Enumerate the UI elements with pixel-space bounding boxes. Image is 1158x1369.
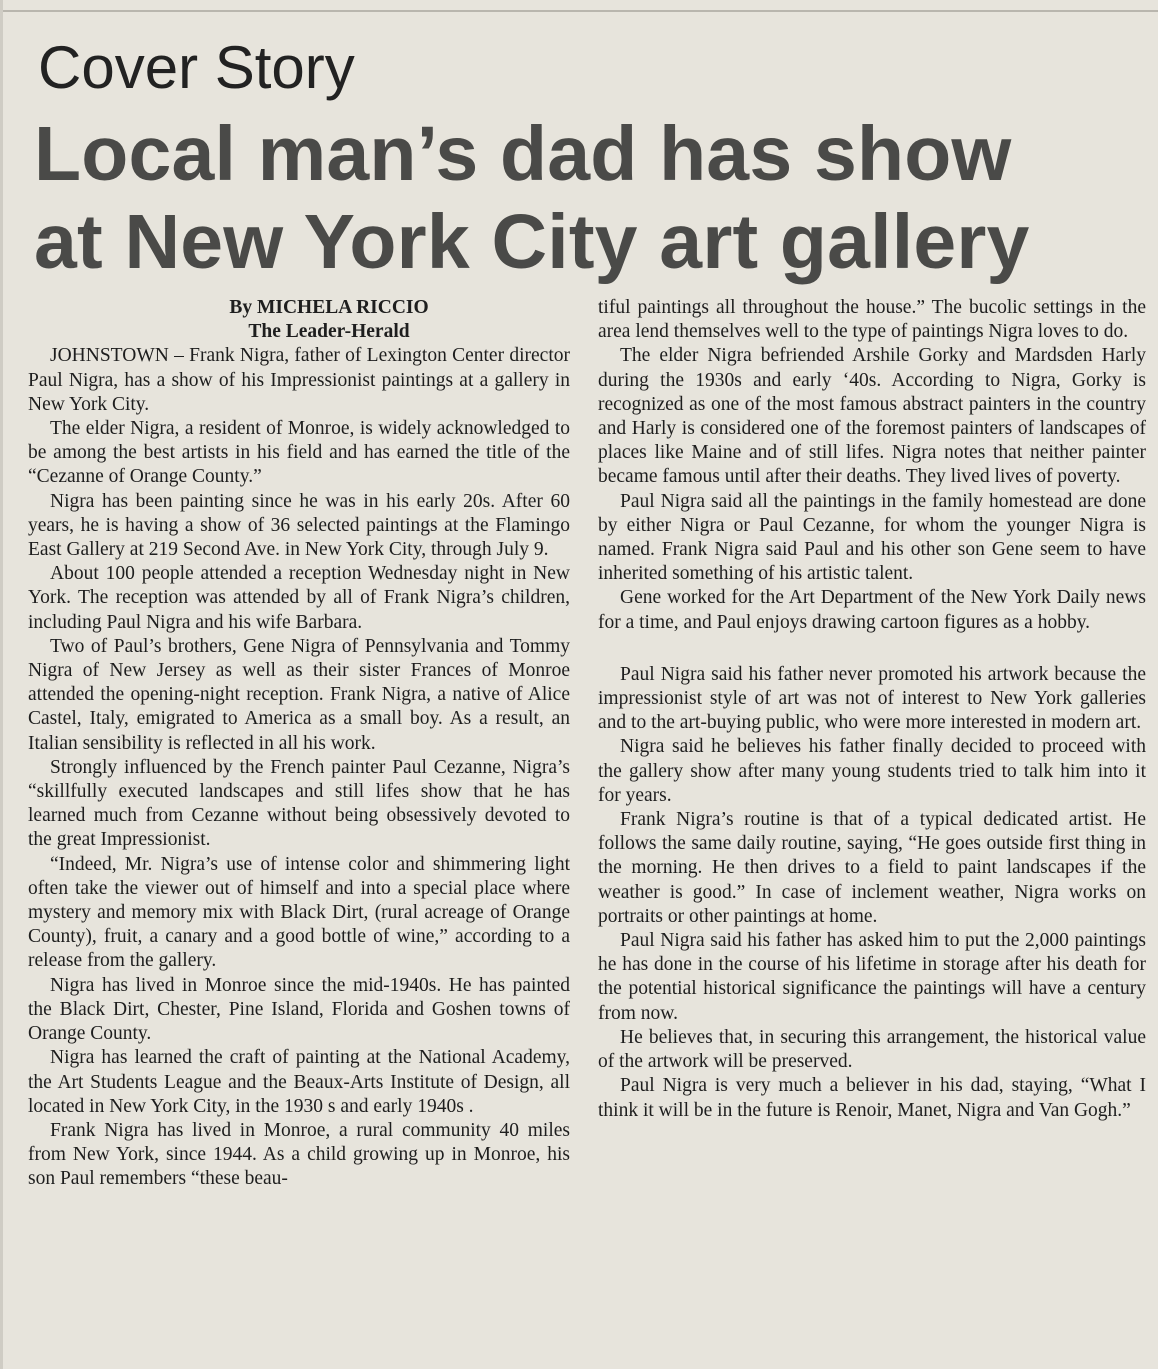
article-paragraph: “Indeed, Mr. Nigra’s use of intense color and shimmering light often take the viewer out of himself and into a special place where mystery and memory mix with Black Dirt, (rural acreage of Orange County), fruit, a canary and a good bottle of wine,” according to a release from the gallery. bbox=[28, 853, 570, 972]
article-paragraph: Paul Nigra is very much a believer in his dad, staying, “What I think it will be in the future is Renoir, Manet, Nigra and Van Gogh.” bbox=[598, 1075, 1146, 1121]
article-paragraph: Strongly influenced by the French painter Paul Cezanne, Nigra’s “skillfully executed landscapes and still lifes show that he has learned much from Cezanne without being obsessively devoted to the great Impressionist. bbox=[28, 756, 570, 851]
section-label: Cover Story bbox=[38, 34, 355, 101]
byline-author: By MICHELA RICCIO bbox=[229, 297, 429, 318]
article-paragraph: Two of Paul’s brothers, Gene Nigra of Pennsylvania and Tommy Nigra of New Jersey as well as their sister Frances of Monroe attended the opening-night reception. Frank Nigra, a native of Alice Castel, Italy, emigrated to America as a small boy. As a result, an Italian sensibility is reflected in all his work. bbox=[28, 635, 570, 754]
article-paragraph: Gene worked for the Art Department of the New York Daily news for a time, and Paul enjoys drawing cartoon figures as a hobby. bbox=[598, 587, 1146, 633]
article-paragraph: He believes that, in securing this arrangement, the historical value of the artwork will be preserved. bbox=[598, 1026, 1146, 1073]
page-edge bbox=[0, 0, 3, 1369]
headline-line-2: at New York City art gallery bbox=[34, 199, 1030, 285]
article-paragraph: JOHNSTOWN – Frank Nigra, father of Lexington Center director Paul Nigra, has a show of his Impressionist paintings at a gallery in New York City. bbox=[28, 345, 570, 415]
article-column-right bbox=[598, 296, 1146, 1123]
headline-line-1: Local man’s dad has show bbox=[34, 111, 1012, 197]
article-paragraph: Frank Nigra’s routine is that of a typical dedicated artist. He follows the same daily routine, saying, “He goes outside first thing in the morning. He then drives to a field to paint landscapes if the weather is good.” In case of inclement weather, Nigra works on portraits or other paintings at home. bbox=[598, 809, 1146, 927]
headline bbox=[34, 110, 1030, 286]
article-paragraph: Nigra has been painting since he was in his early 20s. After 60 years, he is having a show of 36 selected paintings at the Flamingo East Gallery at 219 Second Ave. in New York City, through July 9. bbox=[28, 490, 570, 561]
article-paragraph: About 100 people attended a reception Wednesday night in New York. The reception was attended by all of Frank Nigra’s children, including Paul Nigra and his wife Barbara. bbox=[28, 563, 570, 633]
article-paragraph: Nigra has learned the craft of painting at the National Academy, the Art Students League and the Beaux-Arts Institute of Design, all located in New York City, in the 1930 s and early 1940s . bbox=[28, 1047, 570, 1117]
byline-publication: The Leader-Herald bbox=[248, 321, 410, 343]
article-paragraph: Nigra said he believes his father finally decided to proceed with the gallery show after many young students tried to talk him into it for years. bbox=[598, 736, 1146, 806]
article-column-left bbox=[28, 296, 570, 1192]
column-gap bbox=[598, 635, 1146, 663]
article-paragraph: Nigra has lived in Monroe since the mid-1940s. He has painted the Black Dirt, Chester, Pine Island, Florida and Goshen towns of Orange County. bbox=[28, 974, 570, 1045]
article-paragraph: Frank Nigra has lived in Monroe, a rural community 40 miles from New York, since 1944. As a child growing up in Monroe, his son Paul remembers “these beau- bbox=[28, 1119, 570, 1190]
article-paragraph: Paul Nigra said all the paintings in the family homestead are done by either Nigra or Paul Cezanne, for whom the younger Nigra is named. Frank Nigra said Paul and his other son Gene seem to have inherited something of his artistic talent. bbox=[598, 490, 1146, 585]
top-rule bbox=[0, 10, 1158, 12]
article-paragraph: The elder Nigra, a resident of Monroe, is widely acknowledged to be among the best artists in his field and has earned the title of the “Cezanne of Orange County.” bbox=[28, 418, 570, 488]
article-paragraph: The elder Nigra befriended Arshile Gorky and Mardsden Harly during the 1930s and early ‘40s. According to Nigra, Gorky is recognized as one of the most famous abstract painters in the country and Harly is considered one of the foremost painters of landscapes of places like Maine and of still lifes. Nigra notes that neither painter became famous until after their deaths. They lived lives of poverty. bbox=[598, 345, 1146, 488]
article-paragraph: tiful paintings all throughout the house.” The bucolic settings in the area lend themselves well to the type of paintings Nigra loves to do. bbox=[598, 297, 1146, 343]
article-paragraph: Paul Nigra said his father has asked him to put the 2,000 paintings he has done in the course of his lifetime in storage after his death for the potential historical significance the paintings will have a century from now. bbox=[598, 930, 1146, 1024]
article-paragraph: Paul Nigra said his father never promoted his artwork because the impressionist style of art was not of interest to New York galleries and to the art-buying public, who were more interested in modern art. bbox=[598, 663, 1146, 734]
